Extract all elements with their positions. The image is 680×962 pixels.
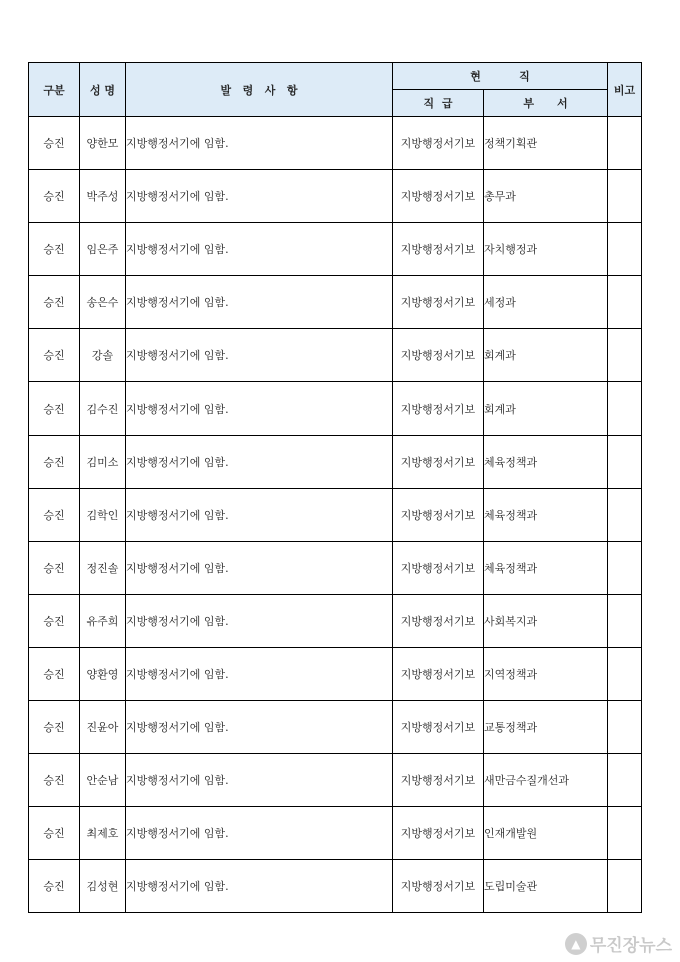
cell-division: 승진 xyxy=(29,488,80,541)
personnel-table xyxy=(28,62,642,913)
cell-dept: 사회복지과 xyxy=(484,594,608,647)
cell-grade: 지방행정서기보 xyxy=(393,117,484,170)
cell-name: 김수진 xyxy=(80,382,126,435)
cell-division: 승진 xyxy=(29,223,80,276)
cell-grade: 지방행정서기보 xyxy=(393,860,484,913)
watermark-logo-icon: ▲ xyxy=(565,933,587,955)
cell-dept: 회계과 xyxy=(484,382,608,435)
cell-dept: 새만금수질개선과 xyxy=(484,754,608,807)
cell-division: 승진 xyxy=(29,541,80,594)
cell-order: 지방행정서기에 임함. xyxy=(126,117,393,170)
cell-grade: 지방행정서기보 xyxy=(393,754,484,807)
cell-division: 승진 xyxy=(29,382,80,435)
table-row xyxy=(29,170,642,223)
cell-grade: 지방행정서기보 xyxy=(393,170,484,223)
cell-remarks xyxy=(608,276,642,329)
table-row xyxy=(29,435,642,488)
cell-name: 최제호 xyxy=(80,807,126,860)
cell-division: 승진 xyxy=(29,860,80,913)
header-division: 구분 xyxy=(29,63,80,117)
cell-division: 승진 xyxy=(29,435,80,488)
cell-dept: 세정과 xyxy=(484,276,608,329)
cell-name: 양환영 xyxy=(80,647,126,700)
header-current-post: 현 직 xyxy=(393,63,608,90)
watermark xyxy=(565,931,672,956)
cell-dept: 체육정책과 xyxy=(484,435,608,488)
cell-remarks xyxy=(608,807,642,860)
table-row xyxy=(29,276,642,329)
cell-grade: 지방행정서기보 xyxy=(393,488,484,541)
table-row xyxy=(29,754,642,807)
cell-order: 지방행정서기에 임함. xyxy=(126,276,393,329)
cell-order: 지방행정서기에 임함. xyxy=(126,541,393,594)
cell-dept: 체육정책과 xyxy=(484,541,608,594)
cell-remarks xyxy=(608,594,642,647)
cell-grade: 지방행정서기보 xyxy=(393,807,484,860)
cell-remarks xyxy=(608,117,642,170)
cell-name: 박주성 xyxy=(80,170,126,223)
cell-grade: 지방행정서기보 xyxy=(393,329,484,382)
table-row xyxy=(29,382,642,435)
table-row xyxy=(29,223,642,276)
header-name: 성 명 xyxy=(80,63,126,117)
cell-division: 승진 xyxy=(29,807,80,860)
cell-division: 승진 xyxy=(29,329,80,382)
cell-remarks xyxy=(608,541,642,594)
table-row xyxy=(29,541,642,594)
cell-name: 강솔 xyxy=(80,329,126,382)
table-row xyxy=(29,117,642,170)
cell-order: 지방행정서기에 임함. xyxy=(126,647,393,700)
table-row xyxy=(29,647,642,700)
header-grade: 직 급 xyxy=(393,90,484,117)
table-body xyxy=(29,117,642,913)
cell-order: 지방행정서기에 임함. xyxy=(126,701,393,754)
cell-name: 임은주 xyxy=(80,223,126,276)
cell-division: 승진 xyxy=(29,754,80,807)
cell-name: 김학인 xyxy=(80,488,126,541)
cell-name: 김미소 xyxy=(80,435,126,488)
table-header xyxy=(29,63,642,117)
cell-name: 김성현 xyxy=(80,860,126,913)
cell-dept: 도립미술관 xyxy=(484,860,608,913)
cell-name: 양한모 xyxy=(80,117,126,170)
table-row xyxy=(29,860,642,913)
cell-grade: 지방행정서기보 xyxy=(393,223,484,276)
cell-dept: 총무과 xyxy=(484,170,608,223)
cell-order: 지방행정서기에 임함. xyxy=(126,860,393,913)
table-row xyxy=(29,329,642,382)
cell-grade: 지방행정서기보 xyxy=(393,276,484,329)
cell-remarks xyxy=(608,701,642,754)
table-row xyxy=(29,807,642,860)
cell-dept: 체육정책과 xyxy=(484,488,608,541)
watermark-text: 무진장뉴스 xyxy=(589,936,672,956)
cell-grade: 지방행정서기보 xyxy=(393,382,484,435)
cell-remarks xyxy=(608,382,642,435)
cell-dept: 교통정책과 xyxy=(484,701,608,754)
cell-remarks xyxy=(608,170,642,223)
table-row xyxy=(29,488,642,541)
cell-remarks xyxy=(608,329,642,382)
cell-dept: 정책기획관 xyxy=(484,117,608,170)
cell-name: 진윤아 xyxy=(80,701,126,754)
cell-division: 승진 xyxy=(29,701,80,754)
cell-order: 지방행정서기에 임함. xyxy=(126,488,393,541)
cell-order: 지방행정서기에 임함. xyxy=(126,329,393,382)
cell-division: 승진 xyxy=(29,594,80,647)
cell-order: 지방행정서기에 임함. xyxy=(126,223,393,276)
cell-dept: 회계과 xyxy=(484,329,608,382)
cell-order: 지방행정서기에 임함. xyxy=(126,807,393,860)
cell-remarks xyxy=(608,754,642,807)
cell-remarks xyxy=(608,435,642,488)
cell-dept: 인재개발원 xyxy=(484,807,608,860)
table-row xyxy=(29,594,642,647)
cell-order: 지방행정서기에 임함. xyxy=(126,594,393,647)
table-row xyxy=(29,701,642,754)
cell-division: 승진 xyxy=(29,117,80,170)
cell-remarks xyxy=(608,223,642,276)
cell-order: 지방행정서기에 임함. xyxy=(126,435,393,488)
cell-grade: 지방행정서기보 xyxy=(393,701,484,754)
cell-order: 지방행정서기에 임함. xyxy=(126,170,393,223)
cell-grade: 지방행정서기보 xyxy=(393,647,484,700)
cell-division: 승진 xyxy=(29,647,80,700)
header-remarks: 비고 xyxy=(608,63,642,117)
cell-name: 유주희 xyxy=(80,594,126,647)
header-dept: 부 서 xyxy=(484,90,608,117)
cell-order: 지방행정서기에 임함. xyxy=(126,382,393,435)
cell-grade: 지방행정서기보 xyxy=(393,541,484,594)
cell-remarks xyxy=(608,860,642,913)
cell-grade: 지방행정서기보 xyxy=(393,435,484,488)
cell-name: 송은수 xyxy=(80,276,126,329)
cell-dept: 지역정책과 xyxy=(484,647,608,700)
cell-remarks xyxy=(608,488,642,541)
cell-name: 안순남 xyxy=(80,754,126,807)
cell-division: 승진 xyxy=(29,170,80,223)
cell-remarks xyxy=(608,647,642,700)
cell-name: 정진솔 xyxy=(80,541,126,594)
cell-order: 지방행정서기에 임함. xyxy=(126,754,393,807)
cell-grade: 지방행정서기보 xyxy=(393,594,484,647)
cell-dept: 자치행정과 xyxy=(484,223,608,276)
cell-division: 승진 xyxy=(29,276,80,329)
header-order: 발 령 사 항 xyxy=(126,63,393,117)
